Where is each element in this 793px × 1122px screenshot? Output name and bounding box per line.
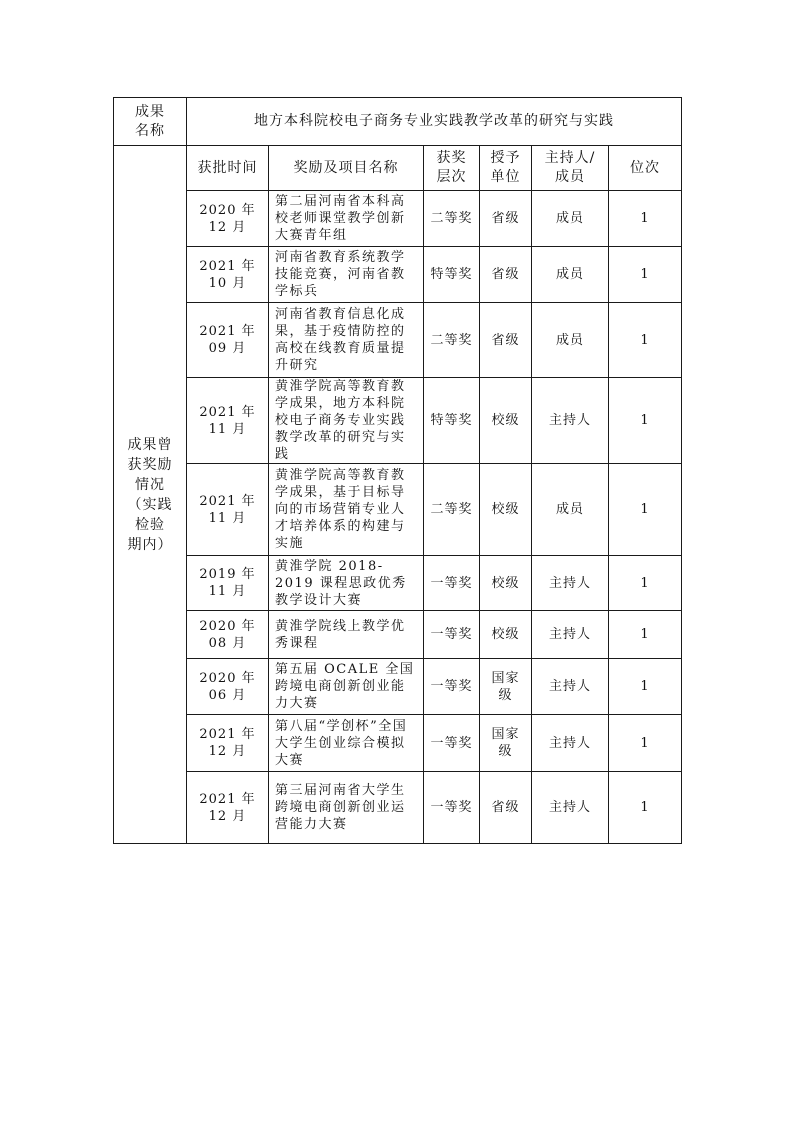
award-name: 第三届河南省大学生跨境电商创新创业运营能力大赛 — [269, 772, 424, 844]
award-name: 河南省教育信息化成果，基于疫情防控的高校在线教育质量提升研究 — [269, 303, 424, 378]
award-name: 河南省教育系统教学技能竞赛，河南省教学标兵 — [269, 247, 424, 303]
award-role: 成员 — [532, 247, 609, 303]
award-name: 黄淮学院高等教育教学成果，基于目标导向的市场营销专业人才培养体系的构建与实施 — [269, 464, 424, 556]
table-row — [114, 303, 682, 378]
award-rank: 1 — [609, 464, 682, 556]
award-unit: 校级 — [480, 378, 532, 464]
award-name: 黄淮学院 2018-2019 课程思政优秀教学设计大赛 — [269, 556, 424, 611]
award-unit: 国家 级 — [480, 659, 532, 715]
award-name: 第八届“学创杯”全国大学生创业综合模拟大赛 — [269, 715, 424, 772]
award-level: 二等奖 — [424, 464, 480, 556]
award-role: 主持人 — [532, 772, 609, 844]
header-role: 主持人/ 成员 — [532, 146, 609, 191]
award-unit: 国家 级 — [480, 715, 532, 772]
awards-section-label: 成果曾 获奖励 情况 （实践 检验 期内） — [114, 146, 187, 844]
table-row — [114, 659, 682, 715]
award-unit: 校级 — [480, 464, 532, 556]
award-rank: 1 — [609, 715, 682, 772]
award-date: 2021 年 09 月 — [187, 303, 269, 378]
header-date: 获批时间 — [187, 146, 269, 191]
award-unit: 省级 — [480, 772, 532, 844]
award-rank: 1 — [609, 556, 682, 611]
award-name: 第五届 OCALE 全国跨境电商创新创业能力大赛 — [269, 659, 424, 715]
award-date: 2021 年 12 月 — [187, 715, 269, 772]
award-rank: 1 — [609, 378, 682, 464]
award-rank: 1 — [609, 303, 682, 378]
award-role: 主持人 — [532, 378, 609, 464]
award-date: 2021 年 11 月 — [187, 464, 269, 556]
award-role: 主持人 — [532, 715, 609, 772]
table-row — [114, 715, 682, 772]
award-unit: 省级 — [480, 247, 532, 303]
achievement-label: 成果 名称 — [114, 98, 187, 146]
header-row — [114, 146, 682, 191]
award-role: 主持人 — [532, 611, 609, 659]
table-row — [114, 772, 682, 844]
table-row — [114, 556, 682, 611]
table-row — [114, 464, 682, 556]
award-name: 第二届河南省本科高校老师课堂教学创新大赛青年组 — [269, 191, 424, 247]
award-date: 2020 年 08 月 — [187, 611, 269, 659]
header-name: 奖励及项目名称 — [269, 146, 424, 191]
award-level: 一等奖 — [424, 772, 480, 844]
award-level: 一等奖 — [424, 659, 480, 715]
award-unit: 校级 — [480, 611, 532, 659]
award-rank: 1 — [609, 191, 682, 247]
award-name: 黄淮学院线上教学优秀课程 — [269, 611, 424, 659]
table-row — [114, 378, 682, 464]
award-level: 特等奖 — [424, 378, 480, 464]
award-date: 2021 年 10 月 — [187, 247, 269, 303]
award-level: 二等奖 — [424, 303, 480, 378]
achievement-row — [114, 98, 682, 146]
award-date: 2020 年 06 月 — [187, 659, 269, 715]
award-level: 一等奖 — [424, 715, 480, 772]
award-role: 成员 — [532, 464, 609, 556]
award-date: 2021 年 11 月 — [187, 378, 269, 464]
table-row — [114, 191, 682, 247]
award-role: 成员 — [532, 191, 609, 247]
award-level: 一等奖 — [424, 556, 480, 611]
table-row — [114, 247, 682, 303]
award-table — [113, 97, 682, 844]
award-rank: 1 — [609, 611, 682, 659]
header-unit: 授予 单位 — [480, 146, 532, 191]
award-role: 主持人 — [532, 556, 609, 611]
award-rank: 1 — [609, 247, 682, 303]
award-unit: 省级 — [480, 303, 532, 378]
award-name: 黄淮学院高等教育教学成果，地方本科院校电子商务专业实践教学改革的研究与实践 — [269, 378, 424, 464]
award-role: 成员 — [532, 303, 609, 378]
achievement-title: 地方本科院校电子商务专业实践教学改革的研究与实践 — [187, 98, 682, 146]
table-row — [114, 611, 682, 659]
award-role: 主持人 — [532, 659, 609, 715]
award-unit: 校级 — [480, 556, 532, 611]
header-rank: 位次 — [609, 146, 682, 191]
header-level: 获奖 层次 — [424, 146, 480, 191]
award-level: 二等奖 — [424, 191, 480, 247]
award-level: 特等奖 — [424, 247, 480, 303]
award-date: 2021 年 12 月 — [187, 772, 269, 844]
award-date: 2020 年 12 月 — [187, 191, 269, 247]
award-date: 2019 年 11 月 — [187, 556, 269, 611]
award-level: 一等奖 — [424, 611, 480, 659]
award-rank: 1 — [609, 659, 682, 715]
award-rank: 1 — [609, 772, 682, 844]
award-unit: 省级 — [480, 191, 532, 247]
